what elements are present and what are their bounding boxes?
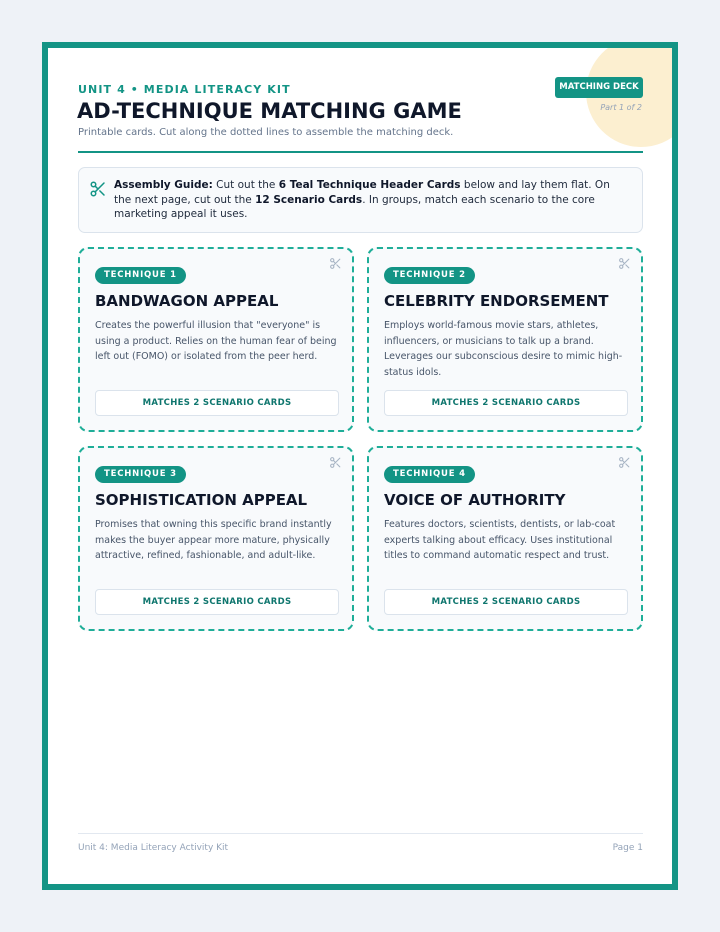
worksheet-page: [42, 42, 678, 890]
scissors-icon: [89, 180, 107, 198]
technique-card-bandwagon: [78, 247, 354, 432]
technique-title: BANDWAGON APPEAL: [95, 292, 279, 310]
technique-card-sophistication: [78, 446, 354, 631]
page-subtitle: Printable cards. Cut along the dotted lines to assemble the matching deck.: [78, 127, 454, 138]
scissors-icon: [618, 456, 631, 469]
technique-tag: TECHNIQUE 1: [95, 267, 186, 284]
footer-divider: [78, 833, 643, 834]
page-number: Page 1: [612, 843, 643, 853]
technique-tag: TECHNIQUE 2: [384, 267, 475, 284]
technique-description: Employs world-famous movie stars, athletes, influencers, or musicians to talk up a brand. Leverages our subconscious desire to mimic high-status idols.: [384, 320, 623, 379]
scissors-icon: [329, 257, 342, 270]
page-title: AD-TECHNIQUE MATCHING GAME: [77, 99, 462, 123]
technique-title: SOPHISTICATION APPEAL: [95, 491, 308, 509]
technique-description: Promises that owning this specific brand instantly makes the buyer appear more mature, physically attractive, refined, fashionable, and adult-like.: [95, 519, 332, 562]
part-indicator: Part 1 of 2: [600, 103, 642, 112]
assembly-guide-text: [114, 178, 630, 222]
unit-kicker: UNIT 4 • MEDIA LITERACY KIT: [78, 83, 291, 96]
scissors-icon: [618, 257, 631, 270]
technique-title: VOICE OF AUTHORITY: [384, 491, 566, 509]
technique-card-authority: [367, 446, 643, 631]
guide-text-part: . In groups, match each scenario to the core marketing appeal it uses.: [114, 193, 595, 220]
match-count: MATCHES 2 SCENARIO CARDS: [384, 589, 628, 615]
match-count: MATCHES 2 SCENARIO CARDS: [95, 589, 339, 615]
technique-title: CELEBRITY ENDORSEMENT: [384, 292, 609, 310]
guide-text-part: below and lay them flat. On the next page, cut out the: [114, 179, 610, 206]
scissors-icon: [329, 456, 342, 469]
guide-text-part: Cut out the: [212, 179, 279, 191]
header-divider: [78, 151, 643, 153]
technique-description: Creates the powerful illusion that "everyone" is using a product. Relies on the human fear of being left out (FOMO) or isolated from the peer herd.: [95, 320, 337, 363]
footer-kit-name: Unit 4: Media Literacy Activity Kit: [78, 843, 229, 853]
technique-card-celebrity: [367, 247, 643, 432]
assembly-guide: [78, 167, 643, 233]
technique-tag: TECHNIQUE 4: [384, 466, 475, 483]
matching-deck-badge: MATCHING DECK: [555, 77, 643, 98]
technique-description: Features doctors, scientists, dentists, or lab-coat experts talking about efficacy. Uses institutional titles to command automatic respect and trust.: [384, 519, 616, 562]
match-count: MATCHES 2 SCENARIO CARDS: [384, 390, 628, 416]
guide-scenario-cards: 12 Scenario Cards: [255, 193, 363, 206]
technique-tag: TECHNIQUE 3: [95, 466, 186, 483]
match-count: MATCHES 2 SCENARIO CARDS: [95, 390, 339, 416]
guide-label: Assembly Guide:: [114, 179, 213, 191]
guide-header-cards: 6 Teal Technique Header Cards: [278, 179, 461, 191]
